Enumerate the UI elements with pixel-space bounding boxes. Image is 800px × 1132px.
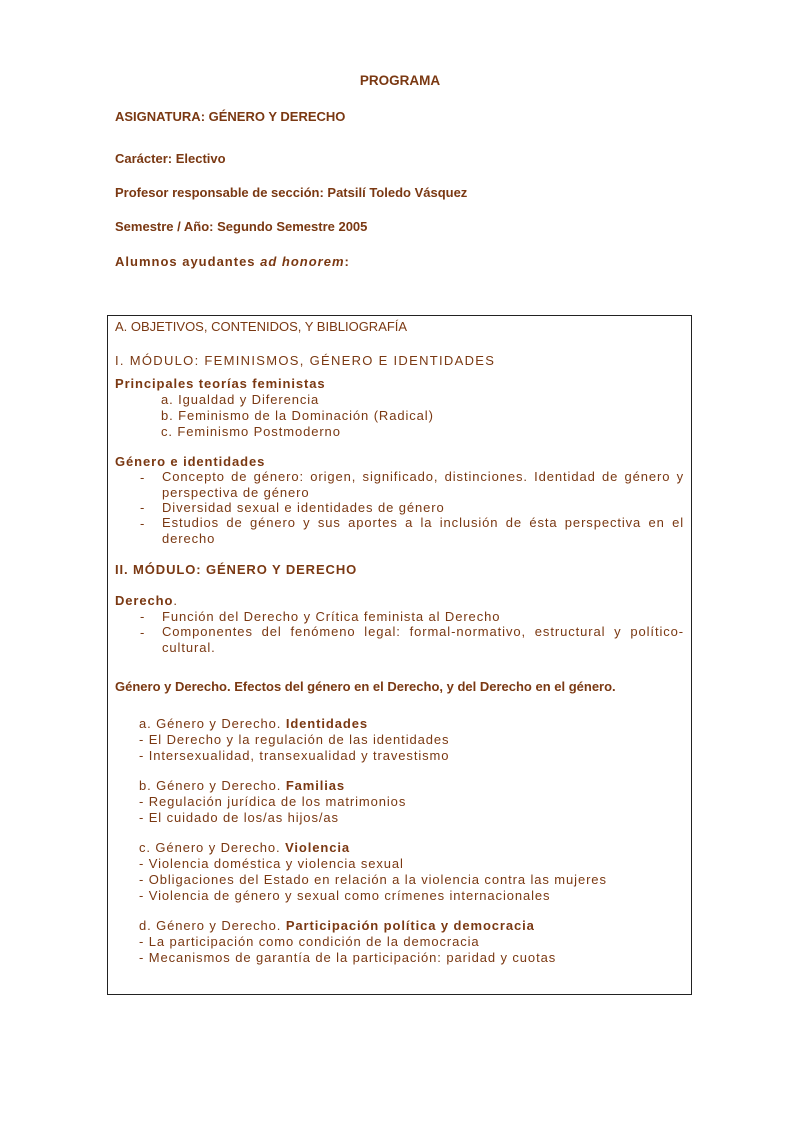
effects-heading: Género y Derecho. Efectos del género en el Derecho, y del Derecho en el género. — [115, 679, 616, 694]
subsection-item: - La participación como condición de la democracia — [139, 934, 480, 949]
subsection-item: - Regulación jurídica de los matrimonios — [139, 794, 407, 809]
theory-item: b. Feminismo de la Dominación (Radical) — [161, 408, 434, 423]
bullet-dash: - — [140, 470, 145, 485]
bullet-dash: - — [140, 516, 145, 531]
subsection-item: - El Derecho y la regulación de las identidades — [139, 732, 450, 747]
page-title: PROGRAMA — [359, 73, 441, 88]
professor-line: Profesor responsable de sección: Patsilí Toledo Vásquez — [115, 185, 468, 200]
subsection-item: - Obligaciones del Estado en relación a la violencia contra las mujeres — [139, 872, 607, 887]
subject-line: ASIGNATURA: GÉNERO Y DERECHO — [115, 109, 346, 124]
subsection-item: - Violencia doméstica y violencia sexual — [139, 856, 404, 871]
subsection-item: - Mecanismos de garantía de la participación: paridad y cuotas — [139, 950, 557, 965]
subsection-title: d. Género y Derecho. Participación política y democracia — [139, 918, 535, 933]
bullet-dash: - — [140, 609, 145, 624]
module-2-heading: II. MÓDULO: GÉNERO Y DERECHO — [115, 562, 358, 577]
assistants-line: Alumnos ayudantes ad honorem: — [115, 254, 350, 269]
module-1-heading: I. MÓDULO: FEMINISMOS, GÉNERO E IDENTIDADES — [115, 353, 496, 368]
gender-item: Diversidad sexual e identidades de género — [162, 500, 445, 515]
subsection-item: - Violencia de género y sexual como crímenes internacionales — [139, 888, 551, 903]
semester-line: Semestre / Año: Segundo Semestre 2005 — [115, 219, 368, 234]
law-item: Componentes del fenómeno legal: formal-normativo, estructural y político-cultural. — [162, 624, 684, 655]
subsection-item: - Intersexualidad, transexualidad y travestismo — [139, 748, 450, 763]
theory-item: c. Feminismo Postmoderno — [161, 424, 341, 439]
gender-item: Concepto de género: origen, significado, distinciones. Identidad de género y perspectiva de género — [162, 469, 684, 500]
law-item: Función del Derecho y Crítica feminista al Derecho — [162, 609, 501, 624]
law-heading: Derecho. — [115, 593, 178, 608]
bullet-dash: - — [140, 625, 145, 640]
section-a-heading: A. OBJETIVOS, CONTENIDOS, Y BIBLIOGRAFÍA — [115, 319, 408, 334]
theories-heading: Principales teorías feministas — [115, 376, 326, 391]
bullet-dash: - — [140, 500, 145, 515]
character-line: Carácter: Electivo — [115, 151, 226, 166]
subsection-item: - El cuidado de los/as hijos/as — [139, 810, 339, 825]
theory-item: a. Igualdad y Diferencia — [161, 392, 320, 407]
gender-heading: Género e identidades — [115, 454, 266, 469]
subsection-title: b. Género y Derecho. Familias — [139, 778, 346, 793]
subsection-title: a. Género y Derecho. Identidades — [139, 716, 368, 731]
subsection-title: c. Género y Derecho. Violencia — [139, 840, 351, 855]
gender-item: Estudios de género y sus aportes a la inclusión de ésta perspectiva en el derecho — [162, 515, 684, 546]
